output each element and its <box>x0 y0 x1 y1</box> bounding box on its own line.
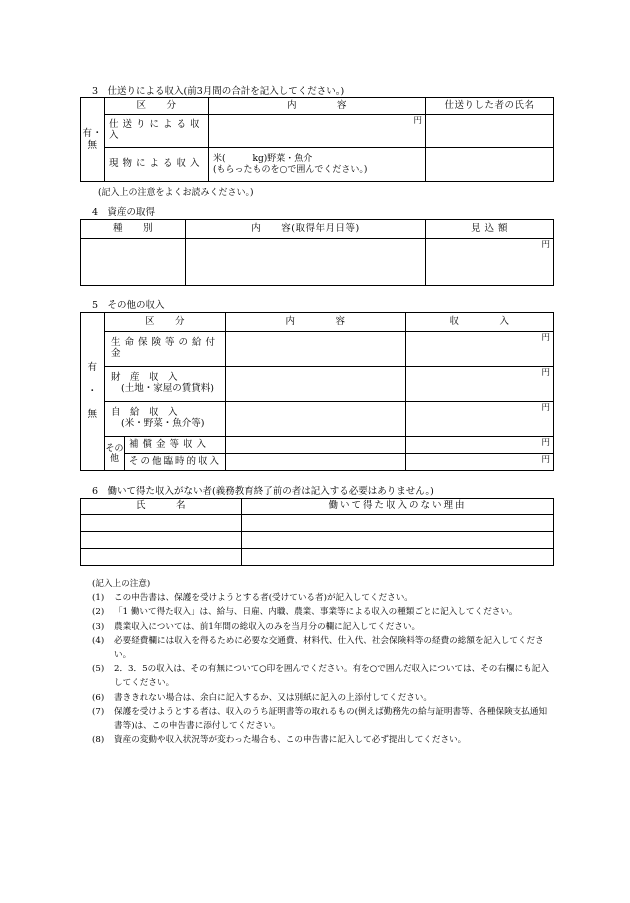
section6-title: 6 働いて得た収入がない者(義務教育終了前の者は記入する必要はありません。) <box>92 486 434 497</box>
section5-table <box>80 312 554 471</box>
section5-selfsupply-content[interactable] <box>226 402 406 437</box>
section5-property-amount[interactable]: 円 <box>406 367 554 402</box>
section6-col-reason: 働いて得た収入のない理由 <box>242 499 554 515</box>
section6-name-cell[interactable] <box>81 532 242 549</box>
section5-selfsupply-label: 自 給 収 入 (米・野菜・魚介等) <box>105 402 226 437</box>
section3-yes-no[interactable]: 有・無 <box>81 98 105 182</box>
note-item: (2) 「1 働いて得た収入」は、給与、日雇、内職、農業、事業等による収入の種類ごとに記入してください。 <box>92 607 518 618</box>
section5-compensation-label: 補償金等収入 <box>125 437 226 454</box>
section5-life-insurance-amount[interactable]: 円 <box>406 332 554 367</box>
section5-temporary-amount[interactable]: 円 <box>406 454 554 471</box>
notes-heading: (記入上の注意) <box>92 579 151 589</box>
note-item: (3) 農業収入については、前1年間の総収入のみを当月分の欄に記入してください。 <box>92 621 421 632</box>
section5-title: 5 その他の収入 <box>92 300 165 311</box>
section4-title: 4 資産の取得 <box>92 207 156 218</box>
section3-row-remittance-amount[interactable]: 円 <box>209 115 426 148</box>
section4-amount-cell[interactable]: 円 <box>426 239 554 286</box>
section3-col-name: 仕送りした者の氏名 <box>426 98 554 115</box>
section6-reason-cell[interactable] <box>242 532 554 549</box>
note-item: (5) 2．3．5の収入は、その有無について○印を囲んでください。有を○で囲んだ収入については、その右欄にも記入してください。 <box>92 664 549 689</box>
section5-col-kubun: 区 分 <box>105 313 226 332</box>
section5-temporary-content[interactable] <box>226 454 406 471</box>
section3-col-naiyou: 内 容 <box>209 98 426 115</box>
section5-col-naiyou: 内 容 <box>226 313 406 332</box>
section3-row-inkind-name[interactable] <box>426 148 554 182</box>
section4-content-cell[interactable] <box>186 239 426 286</box>
section5-temporary-label: その他臨時的収入 <box>125 454 226 471</box>
section5-compensation-amount[interactable]: 円 <box>406 437 554 454</box>
section3-row-inkind-content[interactable] <box>209 148 426 182</box>
section4-col-amount: 見 込 額 <box>426 220 554 239</box>
section4-col-content: 内 容(取得年月日等) <box>186 220 426 239</box>
section6-name-cell[interactable] <box>81 549 242 566</box>
section3-col-kubun: 区 分 <box>105 98 209 115</box>
section5-compensation-content[interactable] <box>226 437 406 454</box>
section5-selfsupply-amount[interactable]: 円 <box>406 402 554 437</box>
section5-other-side: その他 <box>105 437 125 471</box>
note-item: (6) 書ききれない場合は、余白に記入するか、又は別紙に記入の上添付してください。 <box>92 692 432 703</box>
inkind-line2: (もらったものを○で囲んでください。) <box>213 164 368 175</box>
section6-table <box>80 498 554 566</box>
section4-col-type: 種 別 <box>81 220 186 239</box>
section5-col-income: 収 入 <box>406 313 554 332</box>
section3-table <box>80 97 554 182</box>
section3-footnote: (記入上の注意をよくお読みください。) <box>98 188 254 198</box>
section6-col-name: 氏 名 <box>81 499 242 515</box>
section3-row-inkind-label: 現物による収入 <box>105 148 209 182</box>
section6-name-cell[interactable] <box>81 515 242 532</box>
note-item: (1) この申告書は、保護を受けようとする者(受けている者)が記入してください。 <box>92 593 413 604</box>
section4-type-cell[interactable] <box>81 239 186 286</box>
section5-property-content[interactable] <box>226 367 406 402</box>
section6-reason-cell[interactable] <box>242 549 554 566</box>
section3-row-remittance-label: 仕送りによる収入 <box>105 115 209 148</box>
section5-yes-no[interactable]: 有 ・ 無 <box>81 313 105 471</box>
note-item: (8) 資産の変動や収入状況等が変わった場合も、この申告書に記入して必ず提出してください。 <box>92 735 467 746</box>
section5-life-insurance-label: 生命保険等の給付金 <box>105 332 226 367</box>
note-item: (4) 必要経費欄には収入を得るために必要な交通費、材料代、仕入代、社会保険料等の経費の総額を記入してください。 <box>92 635 544 661</box>
notes-block <box>92 577 552 747</box>
section4-table <box>80 219 554 286</box>
section6-reason-cell[interactable] <box>242 515 554 532</box>
inkind-line1: 米( kg)野菜・魚介 <box>213 154 313 165</box>
section5-life-insurance-content[interactable] <box>226 332 406 367</box>
section5-property-label: 財 産 収 入 (土地・家屋の賃貸料) <box>105 367 226 402</box>
section3-row-remittance-name[interactable] <box>426 115 554 148</box>
section3-title: 3 仕送りによる収入(前3月間の合計を記入してください。) <box>92 86 345 97</box>
note-item: (7) 保護を受けようとする者は、収入のうち証明書等の取れるもの(例えば勤務先の給与証明書等、各種保険支払通知書等)は、この申告書に添付してください。 <box>92 706 548 732</box>
